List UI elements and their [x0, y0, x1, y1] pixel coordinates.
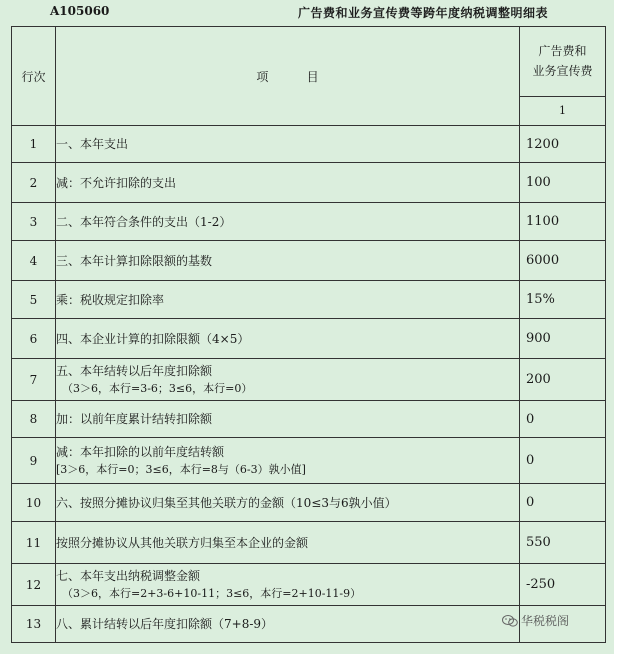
form-title: 广告费和业务宣传费等跨年度纳税调整明细表: [298, 6, 549, 20]
row-number: 8: [12, 401, 56, 438]
form-header: [0, 0, 614, 24]
row-number: 2: [12, 163, 56, 203]
row-number: 3: [12, 203, 56, 241]
row-item-label: 按照分摊协议从其他关联方归集至本企业的金额: [56, 535, 309, 550]
table-row: [12, 484, 606, 522]
row-item-label: 一、本年支出: [56, 137, 129, 151]
table-row: [12, 163, 606, 203]
table-row: [12, 522, 606, 564]
table-row: [12, 438, 606, 484]
row-item: [56, 359, 520, 401]
row-item-formula: （3＞6，本行=3-6；3≤6，本行=0）: [62, 381, 253, 395]
row-value: 1100: [520, 203, 606, 241]
watermark-text: 华税税阁: [521, 614, 570, 628]
table-row: [12, 359, 606, 401]
row-number: 5: [12, 281, 56, 319]
row-item-label: 三、本年计算扣除限额的基数: [56, 253, 213, 268]
row-item: [56, 564, 520, 606]
row-value: 15%: [520, 281, 606, 319]
row-item-label: 二、本年符合条件的支出（1-2）: [56, 214, 232, 229]
row-item: [56, 203, 520, 241]
row-item: [56, 319, 520, 359]
table-row: [12, 564, 606, 606]
row-item: [56, 401, 520, 438]
col-header-value-line1: 广告费和: [538, 44, 587, 59]
row-number: 4: [12, 241, 56, 281]
row-item: [56, 438, 520, 484]
row-number: 10: [12, 484, 56, 522]
row-item-label: 六、按照分摊协议归集至其他关联方的金额（10≤3与6孰小值）: [56, 495, 397, 510]
adjustment-table: [11, 26, 606, 643]
col-header-row-number: 行次: [12, 27, 56, 126]
row-value: 550: [520, 522, 606, 564]
wechat-icon: [502, 615, 518, 627]
col-header-value: [520, 27, 606, 97]
row-value: 6000: [520, 241, 606, 281]
row-item: [56, 281, 520, 319]
row-item-label: 五、本年结转以后年度扣除额: [56, 363, 213, 378]
row-item-label: 四、本企业计算的扣除限额（4×5）: [56, 331, 250, 346]
row-number: 7: [12, 359, 56, 401]
row-item-formula: [3＞6，本行=0；3≤6，本行=8与（6-3）孰小值]: [56, 462, 306, 476]
row-value: 200: [520, 359, 606, 401]
table-row: [12, 281, 606, 319]
table-row: [12, 241, 606, 281]
row-number: 9: [12, 438, 56, 484]
form-code: A105060: [50, 4, 110, 18]
row-item: [56, 126, 520, 163]
row-value: 900: [520, 319, 606, 359]
watermark: [502, 612, 569, 629]
row-item-label: 乘：税收规定扣除率: [56, 292, 165, 307]
row-item-label: 减：不允许扣除的支出: [56, 175, 177, 190]
row-item-formula: （3＞6，本行=2+3-6+10-11；3≤6，本行=2+10-11-9）: [62, 586, 362, 600]
row-value: 0: [520, 438, 606, 484]
row-number: 11: [12, 522, 56, 564]
row-number: 6: [12, 319, 56, 359]
row-item: [56, 606, 520, 643]
table-row: [12, 319, 606, 359]
row-item-label: 减：本年扣除的以前年度结转额: [56, 444, 225, 459]
row-number: 13: [12, 606, 56, 643]
row-value: 0: [520, 484, 606, 522]
col-header-item-label: 项 目: [256, 69, 319, 84]
col-header-value-line2: 业务宣传费: [532, 64, 593, 79]
row-item-label: 加：以前年度累计结转扣除额: [56, 412, 213, 426]
row-value: 1200: [520, 126, 606, 163]
row-item: [56, 241, 520, 281]
row-item: [56, 163, 520, 203]
row-number: 1: [12, 126, 56, 163]
table-row: [12, 401, 606, 438]
row-value: 100: [520, 163, 606, 203]
row-item-label: 七、本年支出纳税调整金额: [56, 568, 201, 583]
row-item-label: 八、累计结转以后年度扣除额（7+8-9）: [56, 617, 274, 631]
table-row: [12, 203, 606, 241]
row-item: [56, 522, 520, 564]
col-header-value-number: 1: [520, 96, 606, 125]
table-row: [12, 126, 606, 163]
row-item: [56, 484, 520, 522]
row-value: -250: [520, 564, 606, 606]
table-header-row: [12, 27, 606, 97]
row-value: 0: [520, 401, 606, 438]
col-header-item: [56, 27, 520, 126]
row-number: 12: [12, 564, 56, 606]
